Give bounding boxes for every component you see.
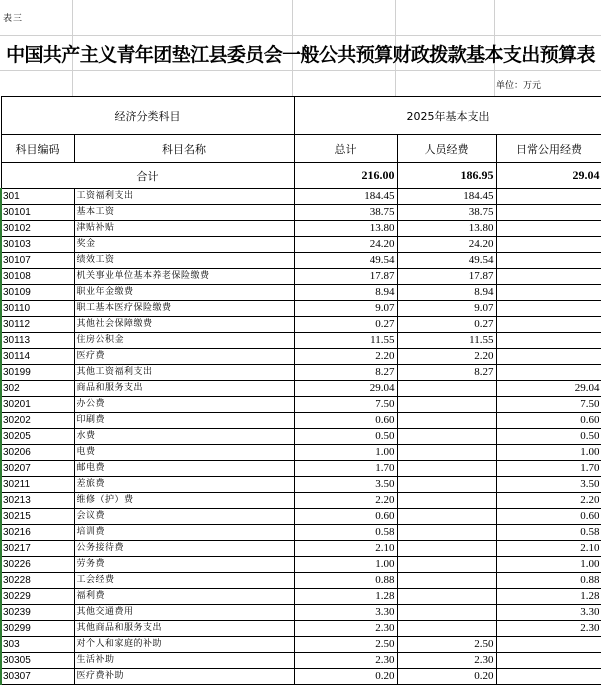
row-public — [496, 269, 601, 285]
row-name: 培训费 — [74, 525, 294, 541]
row-name: 对个人和家庭的补助 — [74, 637, 294, 653]
row-name: 机关事业单位基本养老保险缴费 — [74, 269, 294, 285]
row-public: 29.04 — [496, 381, 601, 397]
row-name: 住房公积金 — [74, 333, 294, 349]
row-personnel — [397, 477, 496, 493]
header-econ-class: 经济分类科目 — [1, 97, 294, 135]
row-total: 17.87 — [294, 269, 397, 285]
row-personnel: 2.20 — [397, 349, 496, 365]
row-code: 30211 — [1, 477, 74, 493]
row-personnel: 0.20 — [397, 669, 496, 685]
row-public: 3.30 — [496, 605, 601, 621]
row-total: 11.55 — [294, 333, 397, 349]
row-code: 30108 — [1, 269, 74, 285]
row-public — [496, 205, 601, 221]
row-public: 3.50 — [496, 477, 601, 493]
row-code: 30102 — [1, 221, 74, 237]
row-name: 工会经费 — [74, 573, 294, 589]
table-row — [1, 541, 601, 557]
row-total: 9.07 — [294, 301, 397, 317]
row-name: 职业年金缴费 — [74, 285, 294, 301]
row-total: 2.10 — [294, 541, 397, 557]
table-row — [1, 221, 601, 237]
row-name: 印刷费 — [74, 413, 294, 429]
row-public: 2.30 — [496, 621, 601, 637]
row-code: 30239 — [1, 605, 74, 621]
row-public — [496, 189, 601, 205]
row-public: 2.20 — [496, 493, 601, 509]
row-code: 30205 — [1, 429, 74, 445]
row-total: 0.20 — [294, 669, 397, 685]
row-public — [496, 653, 601, 669]
total-public: 29.04 — [496, 163, 601, 189]
row-code: 30112 — [1, 317, 74, 333]
row-personnel — [397, 573, 496, 589]
row-personnel: 17.87 — [397, 269, 496, 285]
table-row — [1, 269, 601, 285]
row-public: 0.58 — [496, 525, 601, 541]
table-row — [1, 349, 601, 365]
row-code: 30206 — [1, 445, 74, 461]
row-total: 0.27 — [294, 317, 397, 333]
row-public: 1.28 — [496, 589, 601, 605]
row-total: 13.80 — [294, 221, 397, 237]
row-total: 38.75 — [294, 205, 397, 221]
row-code: 30201 — [1, 397, 74, 413]
col-header-name: 科目名称 — [74, 135, 294, 163]
row-name: 绩效工资 — [74, 253, 294, 269]
row-public — [496, 349, 601, 365]
row-personnel — [397, 509, 496, 525]
row-name: 差旅费 — [74, 477, 294, 493]
row-personnel: 8.27 — [397, 365, 496, 381]
row-public — [496, 669, 601, 685]
row-personnel: 8.94 — [397, 285, 496, 301]
row-personnel — [397, 461, 496, 477]
table-row — [1, 413, 601, 429]
row-total: 8.27 — [294, 365, 397, 381]
row-total: 1.28 — [294, 589, 397, 605]
row-code: 30107 — [1, 253, 74, 269]
row-personnel — [397, 445, 496, 461]
row-name: 邮电费 — [74, 461, 294, 477]
row-total: 49.54 — [294, 253, 397, 269]
row-total: 2.30 — [294, 621, 397, 637]
row-name: 商品和服务支出 — [74, 381, 294, 397]
row-public: 0.50 — [496, 429, 601, 445]
row-personnel — [397, 413, 496, 429]
row-personnel — [397, 605, 496, 621]
row-public: 1.00 — [496, 445, 601, 461]
row-personnel: 24.20 — [397, 237, 496, 253]
col-header-code: 科目编码 — [1, 135, 74, 163]
row-personnel — [397, 525, 496, 541]
row-code: 302 — [1, 381, 74, 397]
table-row — [1, 381, 601, 397]
row-code: 30215 — [1, 509, 74, 525]
row-code: 30114 — [1, 349, 74, 365]
table-row — [1, 493, 601, 509]
row-personnel: 2.30 — [397, 653, 496, 669]
row-name: 其他工资福利支出 — [74, 365, 294, 381]
table-number-note: 表三 — [3, 14, 24, 24]
row-code: 30199 — [1, 365, 74, 381]
table-row — [1, 477, 601, 493]
row-personnel — [397, 381, 496, 397]
table-row — [1, 605, 601, 621]
row-name: 其他商品和服务支出 — [74, 621, 294, 637]
row-public: 0.88 — [496, 573, 601, 589]
row-total: 1.00 — [294, 445, 397, 461]
row-total: 184.45 — [294, 189, 397, 205]
row-name: 福利费 — [74, 589, 294, 605]
row-name: 生活补助 — [74, 653, 294, 669]
table-row — [1, 525, 601, 541]
row-total: 0.60 — [294, 413, 397, 429]
table-body — [1, 189, 601, 685]
total-row — [1, 163, 601, 189]
row-total: 7.50 — [294, 397, 397, 413]
row-code: 30216 — [1, 525, 74, 541]
col-header-personnel: 人员经费 — [397, 135, 496, 163]
row-public: 0.60 — [496, 413, 601, 429]
col-header-total: 总计 — [294, 135, 397, 163]
row-code: 30217 — [1, 541, 74, 557]
row-name: 办公费 — [74, 397, 294, 413]
row-name: 职工基本医疗保险缴费 — [74, 301, 294, 317]
row-name: 水费 — [74, 429, 294, 445]
row-total: 3.50 — [294, 477, 397, 493]
row-name: 津贴补贴 — [74, 221, 294, 237]
table-row — [1, 253, 601, 269]
total-label: 合计 — [1, 163, 294, 189]
page-title: 中国共产主义青年团垫江县委员会一般公共预算财政拨款基本支出预算表 — [6, 44, 595, 66]
row-code: 30113 — [1, 333, 74, 349]
row-code: 30202 — [1, 413, 74, 429]
row-public — [496, 221, 601, 237]
table-row — [1, 669, 601, 685]
row-name: 公务接待费 — [74, 541, 294, 557]
row-name: 维修（护）费 — [74, 493, 294, 509]
row-public — [496, 333, 601, 349]
row-personnel: 9.07 — [397, 301, 496, 317]
table-row — [1, 285, 601, 301]
header-row-columns — [1, 135, 601, 163]
row-code: 30213 — [1, 493, 74, 509]
row-personnel: 49.54 — [397, 253, 496, 269]
table-row — [1, 301, 601, 317]
row-code: 30207 — [1, 461, 74, 477]
row-code: 30103 — [1, 237, 74, 253]
row-total: 29.04 — [294, 381, 397, 397]
row-total: 2.50 — [294, 637, 397, 653]
row-name: 劳务费 — [74, 557, 294, 573]
row-personnel — [397, 589, 496, 605]
row-total: 0.58 — [294, 525, 397, 541]
total-personnel: 186.95 — [397, 163, 496, 189]
row-total: 3.30 — [294, 605, 397, 621]
row-personnel — [397, 621, 496, 637]
row-public: 1.70 — [496, 461, 601, 477]
row-total: 24.20 — [294, 237, 397, 253]
row-name: 工资福利支出 — [74, 189, 294, 205]
row-public — [496, 301, 601, 317]
row-total: 2.20 — [294, 493, 397, 509]
row-public: 0.60 — [496, 509, 601, 525]
row-public: 7.50 — [496, 397, 601, 413]
table-row — [1, 237, 601, 253]
header-row-group — [1, 97, 601, 135]
row-public — [496, 365, 601, 381]
row-name: 电费 — [74, 445, 294, 461]
row-total: 0.50 — [294, 429, 397, 445]
table-row — [1, 461, 601, 477]
col-header-public: 日常公用经费 — [496, 135, 601, 163]
row-public — [496, 285, 601, 301]
row-public — [496, 253, 601, 269]
table-row — [1, 429, 601, 445]
table-row — [1, 365, 601, 381]
row-name: 医疗费 — [74, 349, 294, 365]
row-personnel: 11.55 — [397, 333, 496, 349]
row-personnel: 13.80 — [397, 221, 496, 237]
table-row — [1, 509, 601, 525]
row-public — [496, 237, 601, 253]
row-name: 奖金 — [74, 237, 294, 253]
row-total: 2.20 — [294, 349, 397, 365]
row-total: 1.70 — [294, 461, 397, 477]
row-public — [496, 317, 601, 333]
row-code: 30229 — [1, 589, 74, 605]
table-row — [1, 653, 601, 669]
row-total: 8.94 — [294, 285, 397, 301]
row-personnel: 184.45 — [397, 189, 496, 205]
table-row — [1, 621, 601, 637]
row-name: 基本工资 — [74, 205, 294, 221]
row-total: 1.00 — [294, 557, 397, 573]
row-name: 会议费 — [74, 509, 294, 525]
row-code: 30226 — [1, 557, 74, 573]
row-personnel: 2.50 — [397, 637, 496, 653]
table-row — [1, 637, 601, 653]
table-row — [1, 397, 601, 413]
row-personnel: 0.27 — [397, 317, 496, 333]
row-total: 2.30 — [294, 653, 397, 669]
row-code: 30101 — [1, 205, 74, 221]
table-row — [1, 589, 601, 605]
table-row — [1, 333, 601, 349]
row-total: 0.88 — [294, 573, 397, 589]
table-row — [1, 205, 601, 221]
row-total: 0.60 — [294, 509, 397, 525]
row-public: 2.10 — [496, 541, 601, 557]
header-year-expense: 2025年基本支出 — [294, 97, 601, 135]
row-personnel — [397, 541, 496, 557]
row-code: 30110 — [1, 301, 74, 317]
row-code: 30307 — [1, 669, 74, 685]
table-row — [1, 445, 601, 461]
row-code: 30299 — [1, 621, 74, 637]
row-public — [496, 637, 601, 653]
row-name: 其他社会保障缴费 — [74, 317, 294, 333]
row-code: 30228 — [1, 573, 74, 589]
unit-label: 单位：万元 — [496, 81, 542, 91]
row-personnel — [397, 397, 496, 413]
row-public: 1.00 — [496, 557, 601, 573]
row-personnel — [397, 557, 496, 573]
row-code: 303 — [1, 637, 74, 653]
table-row — [1, 573, 601, 589]
total-sum: 216.00 — [294, 163, 397, 189]
row-code: 30109 — [1, 285, 74, 301]
row-personnel — [397, 493, 496, 509]
row-personnel: 38.75 — [397, 205, 496, 221]
row-code: 301 — [1, 189, 74, 205]
row-name: 其他交通费用 — [74, 605, 294, 621]
budget-table — [0, 96, 601, 685]
table-row — [1, 317, 601, 333]
row-code: 30305 — [1, 653, 74, 669]
table-row — [1, 189, 601, 205]
row-personnel — [397, 429, 496, 445]
table-row — [1, 557, 601, 573]
row-name: 医疗费补助 — [74, 669, 294, 685]
